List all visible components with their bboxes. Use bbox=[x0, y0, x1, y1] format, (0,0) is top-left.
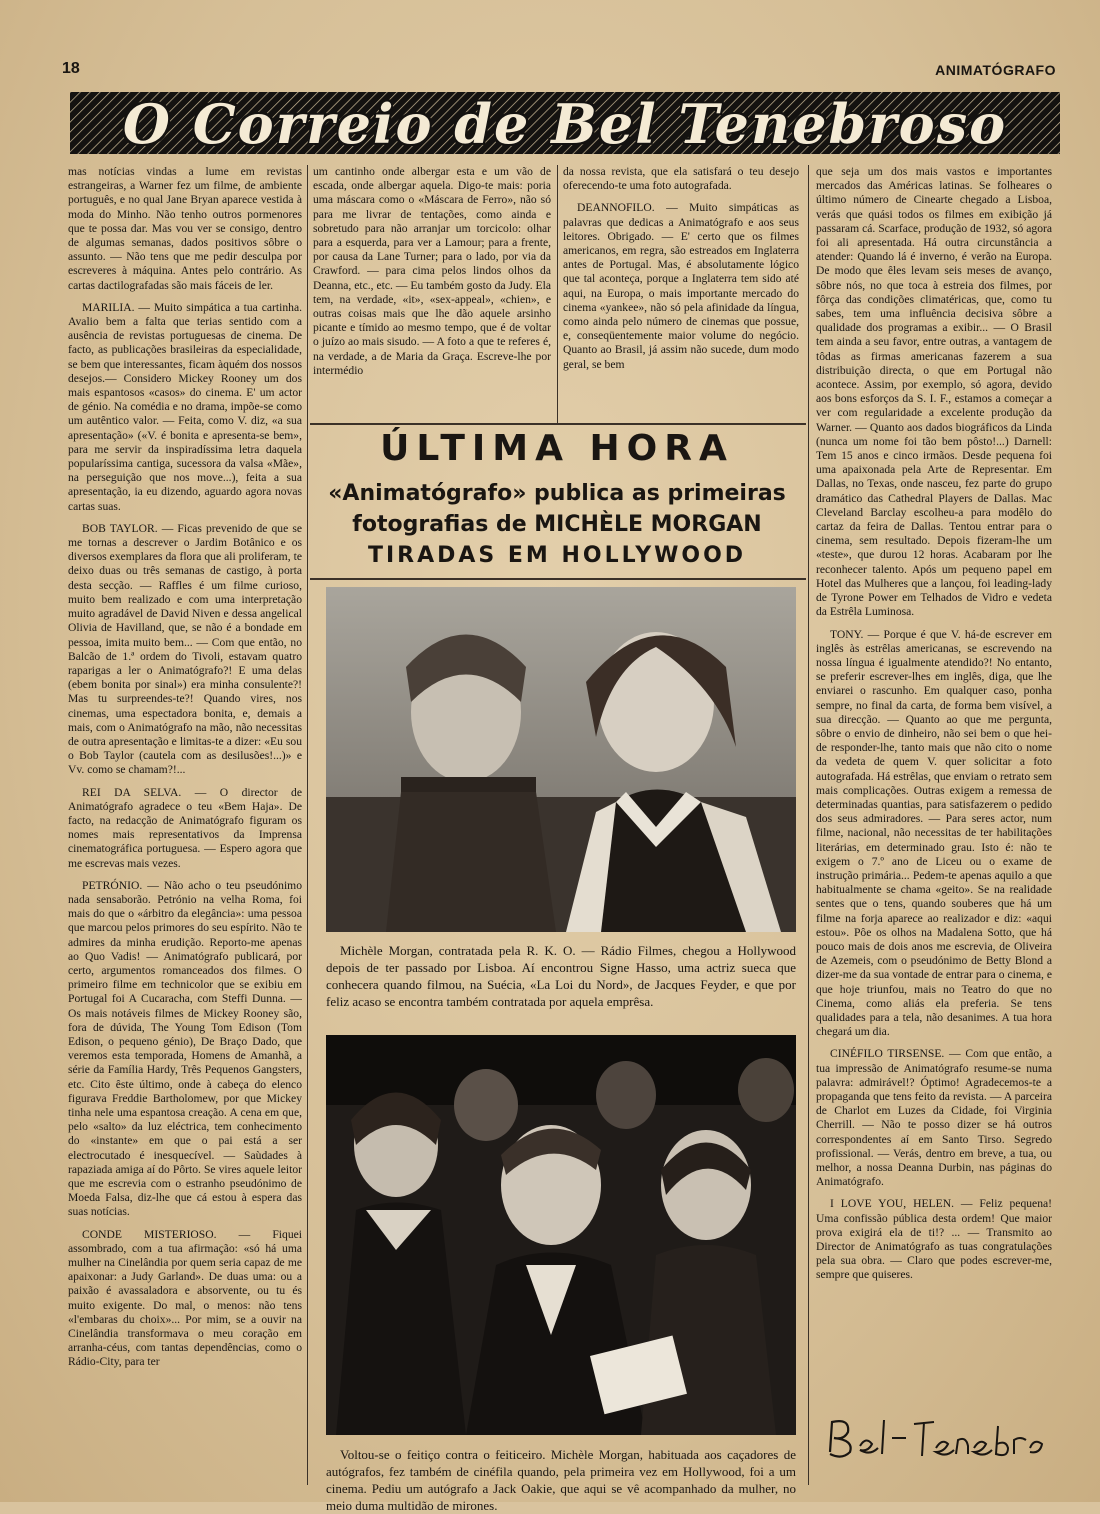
column-1-paragraph: PETRÓNIO. — Não acho o teu pseudónimo nada sensaborão. Petrónio na velha Roma, foi mais do que o «árbitro da elegância»: uma pessoa que marcou pelos primores do seu espírito. Não te admires da minha erudição. Reporto-me apenas ao Quo Vadis! — Animatógrafo publicará, por certo, argumentos romanceados dos filmes. O primeiro filme em technicolor que se exibiu em Portugal foi A Cucaracha, com Steffi Dunna. — Os mais notáveis filmes de Mickey Rooney são, fora de dúvida, The Young Tom Edison (Tom Edison, o pequeno génio), De Braço Dado, que veremos esta temporada, Homens de Amanhã, a série da Família Hardy, Três Pequenos Gangsters, etc. Cito êste último, onde à cabeça do elenco figurava Freddie Bartholomew, por que Mickey tinha nele uma espantosa creação. A cena em que, pelo «salto» da luz eléctrica, tem conhecimento do «instante» em que o pai está a ser electrocutado é inesquecível. — Saùdades à rapaziada amiga aí do Pôrto. Se vires aquele leitor que me escrevia com o estranho pseudónimo de Moeda Falsa, diz-lhe que cá estou à espera das suas notícias. bbox=[68, 878, 302, 1219]
headline-line: «Animatógrafo» publica as primeiras bbox=[328, 481, 786, 506]
column-4-paragraph: I LOVE YOU, HELEN. — Feliz pequena! Uma confissão pública desta ordem! Que maior prova exigirá ela de ti!? ... — Transmito ao Director de Animatógrafo as tuas congratulações pela sua obra. — Claro que podes escrever-me, sempre que quiseres. bbox=[816, 1197, 1052, 1282]
photo-1-caption: Michèle Morgan, contratada pela R. K. O. — Rádio Filmes, chegou a Hollywood depois de ter passado por Lisboa. Aí encontrou Signe Hasso, uma actriz sueca que conhecera quando filmou, na Suécia, «La Loi du Nord», de Jacques Feyder, e que por feliz acaso se encontra também contratada por aquela emprêsa. bbox=[326, 943, 796, 1009]
column-4-paragraph: que seja um dos mais vastos e importantes mercados das Américas latinas. Se folheares o último número de Cinearte chegado a Lisboa, verás que quási todos os filmes em exibição já passaram cá. Scarface, produção de 1932, só agora foi ali apresentada. Há outra circunstância a atender: Quando lá é inverno, é verão na Europa. De modo que êles levam seis meses de avanço, sôbre nós, no que toca à estreia dos filmes, por fôrça das condições climatéricas, que, como tu sabes, tem uma influência decisiva sôbre a qualidade dos programas a exibir... — O Brasil tem ainda a seu favor, entre outras, a vantagem de tôdas as firmas americanas fazerem a sua distribuição directa, o que em Portugal não acontece. Assim, por exemplo, só agora, devido aos bons esforços da S. I. F., estamos a começar a ver com regularidade a excelente produção da Warner. — Quanto aos dados biográficos da Linda (nunca um nome foi tão bem pôsto!...) Darnell: Tem 15 anos e cinco irmãos. Desde pequena foi uma apaixonada pela Arte de Representar. Em Dallas, no Texas, onde nasceu, fez parte do grupo dramático das Cathedral Players de Dallas. Mac Cleveland Barclay escolheu-a para modêlo do cartaz da feira de Dallas. Tentou entrar para o cinema, sem resultado. Depois fizeram-lhe um «teste», que durou 12 horas. Acabaram por lhe reconhecer talento. Após um pequeno papel em Hotel das Mulheres que a lançou, foi leading-lady de Tyrone Power em Telhados de Vidro e vedeta da Estrêla Luminosa. bbox=[816, 165, 1052, 619]
photo-illustration bbox=[326, 1035, 796, 1435]
column-1-paragraph: CONDE MISTERIOSO. — Fiquei assombrado, com a tua afirmação: «só há uma mulher na Cinelândia por quem seria capaz de me apaixonar: a Judy Garland». De duas uma: ou a paixão é avassaladora e absorvente, ou tu és muito exigente. Do mal, o menos: não tens «l'embaras du choix»... Por mim, se a ouvir na Cinelândia transformava o meu coração em arranha-céus, com tantas dependências, como o Rádio-City, para ter bbox=[68, 1227, 302, 1369]
magazine-name: ANIMATÓGRAFO bbox=[935, 62, 1056, 78]
headline-line: TIRADAS EM HOLLYWOOD bbox=[367, 543, 747, 568]
headline-body bbox=[310, 478, 804, 571]
column-1 bbox=[68, 165, 302, 1485]
headline-line: fotografias de MICHÈLE MORGAN bbox=[352, 512, 762, 537]
handwritten-signature bbox=[822, 1410, 1047, 1470]
headline-kicker: ÚLTIMA HORA bbox=[380, 428, 734, 469]
column-1-paragraph: MARILIA. — Muito simpática a tua cartinha. Avalio bem a falta que terias sentido com a ausência de revistas portuguesas de cinema. De facto, as publicações brasileiras da especialidade, se bem que interessantes, ficam àquém dos nossos desejos.— Considero Mickey Rooney um dos mais espantosos «casos» do cinema. E' um actor de génio. Na comédia e no drama, impõe-se como um autêntico valor. — Feita, como V. diz, «a sua apresentação» («V. é bonita e apresenta-se bem», para me servir da inspiradíssima letra daquela popularíssima cantiga, sucessora da valsa «Mãe», na perseguição que nos move...), feita a sua apresentação, ia eu dizendo, aguardo agora novas cartas suas. bbox=[68, 300, 302, 513]
banner-title: O Correio de Bel Tenebroso bbox=[122, 92, 1008, 154]
column-2 bbox=[313, 165, 551, 420]
section-banner bbox=[70, 92, 1060, 154]
column-4-paragraph: TONY. — Porque é que V. há-de escrever em inglês às estrêlas americanas, se escrevendo na nossa língua é igualmente atendido?! No entanto, se preferir escrever-lhes em inglês, diga, que lhe enviarei o rascunho. Em qualquer caso, ponha sempre, no final da carta, de forma bem visível, a sua direcção. — Quanto ao que me pergunta, sôbre o envio de dinheiro, não sei bem o que hei-de responder-lhe, tanto mais que não cito o nome da vedeta de quem V. quer solicitar a foto autografada. Há estrêlas, que enviam o retrato sem mais complicações. Outras exigem a remessa de determinadas quantias, para satisfazerem o pedido dos seus admiradores. — Para seres actor, num filme, nacional, não necessitas de ter habilitações literárias, em determinado grau. Isto é: não te exigem o 7.º ano de Liceu ou o exame de instrução primária... Pedem-te apenas aquilo a que habitualmente se chama «geito». Se na realidade sentes que o tens, quando souberes que há um filme na forja aparece ao realizador e diz: «aqui estou». Pôe os olhos na Madalena Sotto, que há pouco mais de dois anos me escrevia, de Oliveira de Azemeis, com o pseudónimo de Betty Blond a dizer-me da sua vontade de entrar para o cinema, e que hoje triunfou, mais no Teatro do que no Cinema, como aliás ela preferia. Se tens qualidades para a tela, não desanimes. A tua hora chegará um dia. bbox=[816, 627, 1052, 1039]
column-3-paragraph: da nossa revista, que ela satisfará o teu desejo oferecendo-te uma foto autografada. bbox=[563, 165, 799, 193]
column-4 bbox=[816, 165, 1052, 1375]
photo-illustration bbox=[326, 587, 796, 932]
column-divider bbox=[307, 165, 308, 1485]
column-2-paragraph: um cantinho onde albergar esta e um vão de escada, onde albergar aquela. Digo-te mais: poria uma máscara como o «Máscara de Ferro», não só para me livrar de tentações, como ainda e sobretudo para não arranjar um torcicolo: olhar para a esquerda, para ver a Lamour; para a frente, por causa da Lane Turner; para o lado, por via da Crawford. — para cima pelos lindos olhos da Deanna, etc., etc. — Eu também gosto da Judy. Ela tem, na verdade, «it», «sex-appeal», «chien», e outras coisas mais que lhe dão aquele arsinho picante e tímido ao mesmo tempo, que é de voltar o juízo ao mais sisudo. — A foto a que te referes é, na verdade, a de Maria da Graça. Escreve-lhe por intermédio bbox=[313, 165, 551, 377]
headline-bottom-rule bbox=[310, 578, 806, 580]
photo-2-caption: Voltou-se o feitiço contra o feiticeiro. Michèle Morgan, habituada aos caçadores de autógrafos, fez também de cinéfila quando, pela primeira vez em Hollywood, foi a um cinema. Pediu um autógrafo a Jack Oakie, que aqui se vê acompanhado da mulher, no meio duma multidão de mirones. bbox=[326, 1447, 796, 1513]
column-1-paragraph: REI DA SELVA. — O director de Animatógrafo agradece o teu «Bem Haja». De facto, na redacção de Animatógrafo figuram os nomes mais representativos da Imprensa cinematográfica portuguesa. — Espero agora que me escrevas mais vezes. bbox=[68, 785, 302, 870]
column-3 bbox=[563, 165, 799, 420]
photo-michele-morgan-jack-oakie bbox=[326, 1035, 796, 1435]
page-number: 18 bbox=[62, 60, 80, 77]
column-1-paragraph: mas notícias vindas a lume em revistas estrangeiras, a Warner fez um filme, de ambiente português, e no qual Jane Bryan aparece vestida à moda do Minho. Não tenho outros pormenores que te possa dar. Mas vou ver se consigo, dentro de algumas semanas, dados positivos sôbre o assunto. — Não tens que me pedir desculpa por escreveres à máquina. Antes pelo contrário. As cartas dactilografadas são mais fáceis de ler. bbox=[68, 165, 302, 292]
column-4-paragraph: CINÉFILO TIRSENSE. — Com que então, a tua impressão de Animatógrafo resume-se numa palavra: admirável!? Óptimo! Agradecemos-te a propaganda que tens feito da revista. — A parceira de Charlot em Luzes da Cidade, foi Virginia Cherrill. — Não te posso dizer se há outros correspondentes aí em Santo Tirso. Segredo profissional. — Verás, dentro em breve, a tua, ou melhor, a nossa Deanna Durbin, nas páginas do Animatógrafo. bbox=[816, 1047, 1052, 1189]
headline-top-rule bbox=[310, 423, 806, 425]
column-divider bbox=[808, 165, 809, 1485]
column-1-paragraph: BOB TAYLOR. — Ficas prevenido de que se me tornas a descrever o Jardim Botânico e os diversos exemplares da flora que ali proliferam, te deixo duas ou três semanas de castigo, à porta desta secção. — Raffles é um filme curioso, muito bem realizado e com uma interpretação muito agradável de David Niven e dessa angelical Olivia de Havilland, que, se não é a bondade em pessoa, imita muito bem... — Com que então, no Balcão de 1.ª ordem do Tivoli, estavam quatro raparigas a ler o Animatógrafo?! E uma delas (ebem bonita por sinal») era minha consulente?! Mas tu surpreendes-te?! Quando vires, nos cinemas, uma espectadora bonita, e, demais a mais, com o Animatógrafo na mão, não necessitas de outra apresentação e limitas-te a dizer: «Eu sou o Bob Taylor (cautela com as desilusões!...)» e Vv. como se chamam?!... bbox=[68, 521, 302, 777]
column-3-paragraph: DEANNOFILO. — Muito simpáticas as palavras que dedicas a Animatógrafo e aos seus leitores. Obrigado. — E' certo que os filmes americanos, em regra, são estreados em Inglaterra antes de Portugal. Mas, é absolutamente lógico que tal aconteça, porque a Inglaterra tem sido até aqui, na Europa, o mais importante mercado do cinema «yankee», não só pela afinidade da língua, como ainda pelo número de cinemas que possue, e, conseqüentemente maior volume do negócio. Quanto ao Brasil, já assim não sucede, dum modo geral, se bem bbox=[563, 201, 799, 371]
photo-michele-morgan-signe-hasso bbox=[326, 587, 796, 932]
column-divider bbox=[557, 165, 558, 423]
